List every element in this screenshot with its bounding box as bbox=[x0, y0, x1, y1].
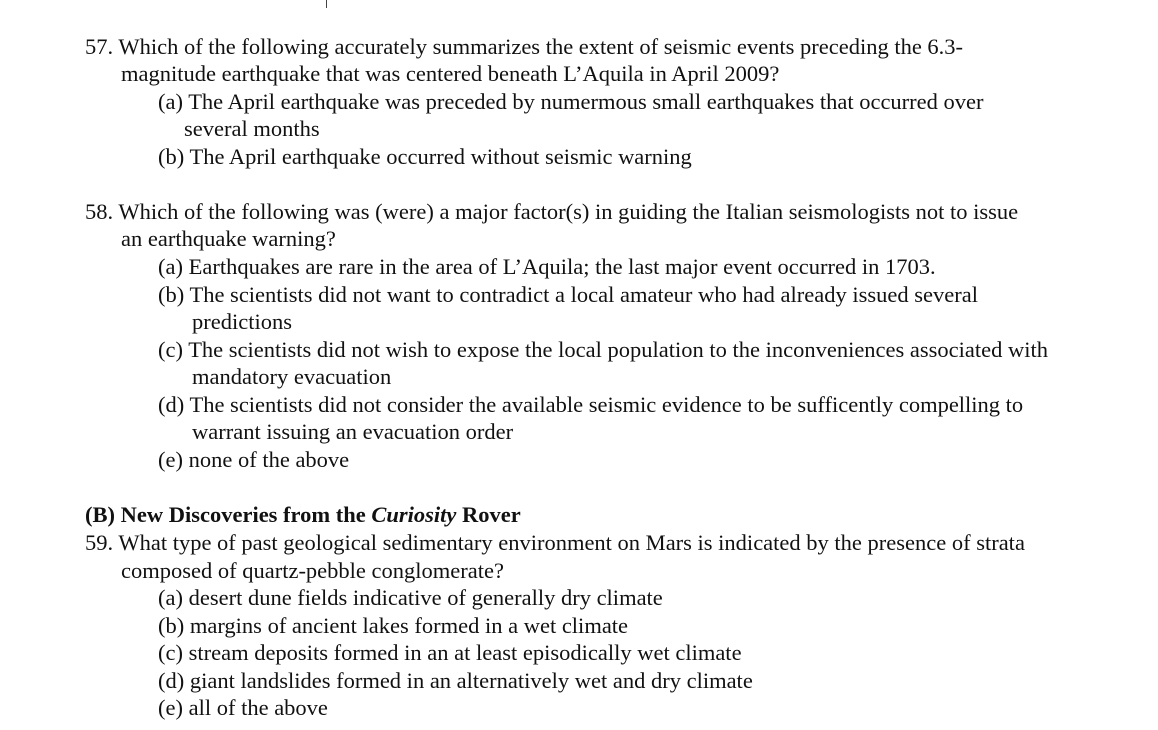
section-b-heading-rover-name: Curiosity bbox=[371, 502, 457, 527]
q57-stem-line2: magnitude earthquake that was centered beneath L’Aquila in April 2009? bbox=[121, 61, 780, 86]
page-edge-mark bbox=[326, 0, 327, 8]
q59-stem-line2: composed of quartz-pebble conglomerate? bbox=[121, 558, 504, 583]
q59-option-c: (c) stream deposits formed in an at least episodically wet climate bbox=[158, 640, 742, 665]
q58-option-d-line2: warrant issuing an evacuation order bbox=[192, 419, 514, 444]
section-b-heading bbox=[85, 501, 521, 528]
q58-stem-line1: 58. Which of the following was (were) a major factor(s) in guiding the Italian seismologists not to issue bbox=[85, 199, 1019, 224]
q58-option-c-line2: mandatory evacuation bbox=[192, 364, 392, 389]
q58-option-d-line1: (d) The scientists did not consider the available seismic evidence to be sufficently compelling to bbox=[158, 392, 1024, 417]
q59-option-b: (b) margins of ancient lakes formed in a wet climate bbox=[158, 613, 629, 638]
q59-option-d: (d) giant landslides formed in an alternatively wet and dry climate bbox=[158, 668, 753, 693]
q58-option-b-line2: predictions bbox=[192, 309, 292, 334]
q58-option-b-line1: (b) The scientists did not want to contradict a local amateur who had already issued several bbox=[158, 282, 978, 307]
q58-option-e: (e) none of the above bbox=[158, 447, 350, 472]
q58-option-a: (a) Earthquakes are rare in the area of L’Aquila; the last major event occurred in 1703. bbox=[158, 254, 936, 279]
q59-option-e: (e) all of the above bbox=[158, 695, 328, 720]
section-b-heading-suffix: Rover bbox=[456, 502, 521, 527]
q57-option-b: (b) The April earthquake occurred without seismic warning bbox=[158, 144, 692, 169]
section-b-heading-prefix: (B) New Discoveries from the bbox=[85, 502, 372, 527]
q57-stem-line1: 57. Which of the following accurately summarizes the extent of seismic events preceding the 6.3- bbox=[85, 34, 964, 59]
q57-option-a-line1: (a) The April earthquake was preceded by numermous small earthquakes that occurred over bbox=[158, 89, 984, 114]
q59-stem-line1: 59. What type of past geological sedimentary environment on Mars is indicated by the presence of strata bbox=[85, 530, 1025, 555]
q59-option-a: (a) desert dune fields indicative of generally dry climate bbox=[158, 585, 663, 610]
q57-option-a-line2: several months bbox=[184, 116, 320, 141]
q58-option-c-line1: (c) The scientists did not wish to expose the local population to the inconveniences associated with bbox=[158, 337, 1049, 362]
q58-stem-line2: an earthquake warning? bbox=[121, 226, 336, 251]
